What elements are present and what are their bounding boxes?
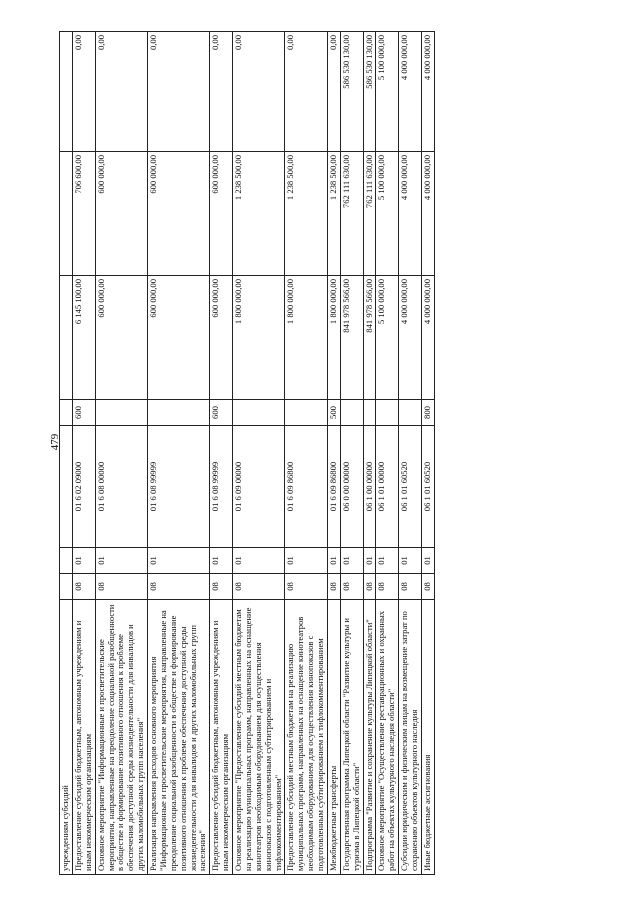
row-name: учреждениям субсидий [60, 600, 73, 875]
row-section: 01 [421, 548, 434, 574]
row-amount-3: 0,00 [210, 32, 233, 152]
row-amount-2: 600 000,00 [95, 152, 147, 276]
table-row [376, 32, 399, 875]
row-subsection: 08 [95, 574, 147, 600]
row-expense-type [340, 400, 363, 426]
row-expense-type [376, 400, 399, 426]
row-amount-2: 600 000,00 [148, 152, 210, 276]
budget-table [59, 31, 435, 875]
row-amount-1: 600 000,00 [210, 276, 233, 400]
table-row [60, 32, 73, 875]
row-amount-2: 762 111 630,00 [363, 152, 376, 276]
table-row [210, 32, 233, 875]
row-subsection: 08 [340, 574, 363, 600]
row-expense-type [233, 400, 285, 426]
row-target-code: 01 6 09 86800 [285, 426, 328, 548]
row-name: Реализация направления расходов основного мероприятия "Информационные и просветительские мероприятия, направленные на преодоление социальной разобщенности в обществе и формирование позитивного отношения к проблеме обеспечения доступной среды жизнедеятельности для инвалидов и других маломобильных групп населения" [148, 600, 210, 875]
row-target-code: 01 6 09 86800 [327, 426, 340, 548]
row-section: 01 [363, 548, 376, 574]
row-target-code: 06 1 01 00000 [376, 426, 399, 548]
page-number: 479 [49, 433, 61, 451]
row-amount-1: 600 000,00 [148, 276, 210, 400]
row-name: Предоставление субсидий местным бюджетам на реализацию муниципальных программ, направленных на оснащение кинотеатров необходимым оборудованием для осуществления кинопоказов с подготовленным субтитрированием и тифлокомментированием [285, 600, 328, 875]
row-target-code: 01 6 08 00000 [95, 426, 147, 548]
row-amount-1: 1 800 000,00 [327, 276, 340, 400]
table-row [399, 32, 422, 875]
budget-table-body [60, 32, 435, 875]
row-name: Основное мероприятие "Предоставление субсидий местным бюджетам на реализацию муниципальных программ, направленных на оснащение кинотеатров необходимым оборудованием для осуществления кинопоказов с подготовленным субтитрированием и тифлокомментированием" [233, 600, 285, 875]
table-row [363, 32, 376, 875]
row-amount-3: 0,00 [148, 32, 210, 152]
row-amount-3 [60, 32, 73, 152]
table-row [285, 32, 328, 875]
row-subsection [60, 574, 73, 600]
table-row [421, 32, 434, 875]
row-amount-1: 841 978 566,00 [340, 276, 363, 400]
table-row [327, 32, 340, 875]
row-expense-type: 500 [327, 400, 340, 426]
row-target-code: 01 6 02 09000 [72, 426, 95, 548]
row-amount-2: 4 000 000,00 [399, 152, 422, 276]
row-amount-2: 1 238 500,00 [327, 152, 340, 276]
row-amount-1: 1 800 000,00 [233, 276, 285, 400]
row-target-code: 01 6 09 00000 [233, 426, 285, 548]
row-name: Основное мероприятие "Осуществление реставрационных и охранных работ на объектах культурного наследия области" [376, 600, 399, 875]
row-target-code: 06 1 01 60520 [399, 426, 422, 548]
row-name: Основное мероприятие "Информационные и просветительские мероприятия, направленные на преодоление социальной разобщенности в обществе и формирование позитивного отношения к проблеме обеспечения доступной среды жизнедеятельности для инвалидов и других маломобильных групп населения" [95, 600, 147, 875]
table-row [340, 32, 363, 875]
row-expense-type [148, 400, 210, 426]
row-subsection: 08 [148, 574, 210, 600]
row-amount-2: 762 111 630,00 [340, 152, 363, 276]
row-name: Подпрограмма "Развитие и сохранение культуры Липецкой области" [363, 600, 376, 875]
row-subsection: 08 [399, 574, 422, 600]
row-expense-type [95, 400, 147, 426]
row-amount-1 [60, 276, 73, 400]
row-target-code: 06 1 00 00000 [363, 426, 376, 548]
row-section: 01 [233, 548, 285, 574]
row-expense-type [363, 400, 376, 426]
row-name: Государственная программа Липецкой области "Развитие культуры и туризма в Липецкой области" [340, 600, 363, 875]
row-amount-3: 586 530 130,00 [363, 32, 376, 152]
table-row [72, 32, 95, 875]
row-subsection: 08 [233, 574, 285, 600]
row-expense-type: 600 [72, 400, 95, 426]
row-subsection: 08 [285, 574, 328, 600]
row-expense-type [285, 400, 328, 426]
row-subsection: 08 [376, 574, 399, 600]
row-amount-3: 4 000 000,00 [421, 32, 434, 152]
row-expense-type [60, 400, 73, 426]
row-name: Предоставление субсидий бюджетным, автономным учреждениям и иным некоммерческим организациям [210, 600, 233, 875]
row-section: 01 [95, 548, 147, 574]
row-amount-2: 1 238 500,00 [233, 152, 285, 276]
row-amount-2 [60, 152, 73, 276]
row-amount-1: 4 000 000,00 [421, 276, 434, 400]
table-row [148, 32, 210, 875]
row-amount-3: 0,00 [72, 32, 95, 152]
row-name: Предоставление субсидий бюджетным, автономным учреждениям и иным некоммерческим организациям [72, 600, 95, 875]
row-amount-2: 706 600,00 [72, 152, 95, 276]
row-target-code: 01 6 08 99999 [148, 426, 210, 548]
row-amount-1: 5 100 000,00 [376, 276, 399, 400]
row-amount-3: 0,00 [327, 32, 340, 152]
row-amount-2: 4 000 000,00 [421, 152, 434, 276]
row-subsection: 08 [210, 574, 233, 600]
row-expense-type [399, 400, 422, 426]
row-amount-3: 0,00 [233, 32, 285, 152]
row-subsection: 08 [363, 574, 376, 600]
row-amount-1: 6 145 100,00 [72, 276, 95, 400]
row-amount-1: 841 978 566,00 [363, 276, 376, 400]
row-section: 01 [148, 548, 210, 574]
row-target-code: 06 1 01 60520 [421, 426, 434, 548]
row-subsection: 08 [72, 574, 95, 600]
row-name: Иные бюджетные ассигнования [421, 600, 434, 875]
row-name: Межбюджетные трансферты [327, 600, 340, 875]
budget-table-rotated [59, 32, 591, 875]
row-expense-type: 600 [210, 400, 233, 426]
table-row [95, 32, 147, 875]
row-name: Субсидии юридическим и физическим лицам на возмещение затрат по сохранению объектов культурного наследия [399, 600, 422, 875]
row-amount-3: 0,00 [95, 32, 147, 152]
row-section [60, 548, 73, 574]
table-row [233, 32, 285, 875]
row-amount-3: 586 530 130,00 [340, 32, 363, 152]
row-amount-2: 5 100 000,00 [376, 152, 399, 276]
row-amount-2: 1 238 500,00 [285, 152, 328, 276]
row-amount-3: 5 100 000,00 [376, 32, 399, 152]
row-section: 01 [285, 548, 328, 574]
row-target-code: 01 6 08 99999 [210, 426, 233, 548]
row-target-code: 06 0 00 00000 [340, 426, 363, 548]
row-section: 01 [376, 548, 399, 574]
row-section: 01 [327, 548, 340, 574]
row-subsection: 08 [327, 574, 340, 600]
row-section: 01 [72, 548, 95, 574]
row-target-code [60, 426, 73, 548]
row-amount-1: 4 000 000,00 [399, 276, 422, 400]
row-expense-type: 800 [421, 400, 434, 426]
row-amount-1: 600 000,00 [95, 276, 147, 400]
row-amount-1: 1 800 000,00 [285, 276, 328, 400]
row-section: 01 [210, 548, 233, 574]
row-subsection: 08 [421, 574, 434, 600]
row-section: 01 [340, 548, 363, 574]
row-amount-2: 600 000,00 [210, 152, 233, 276]
row-amount-3: 0,00 [285, 32, 328, 152]
row-section: 01 [399, 548, 422, 574]
row-amount-3: 4 000 000,00 [399, 32, 422, 152]
